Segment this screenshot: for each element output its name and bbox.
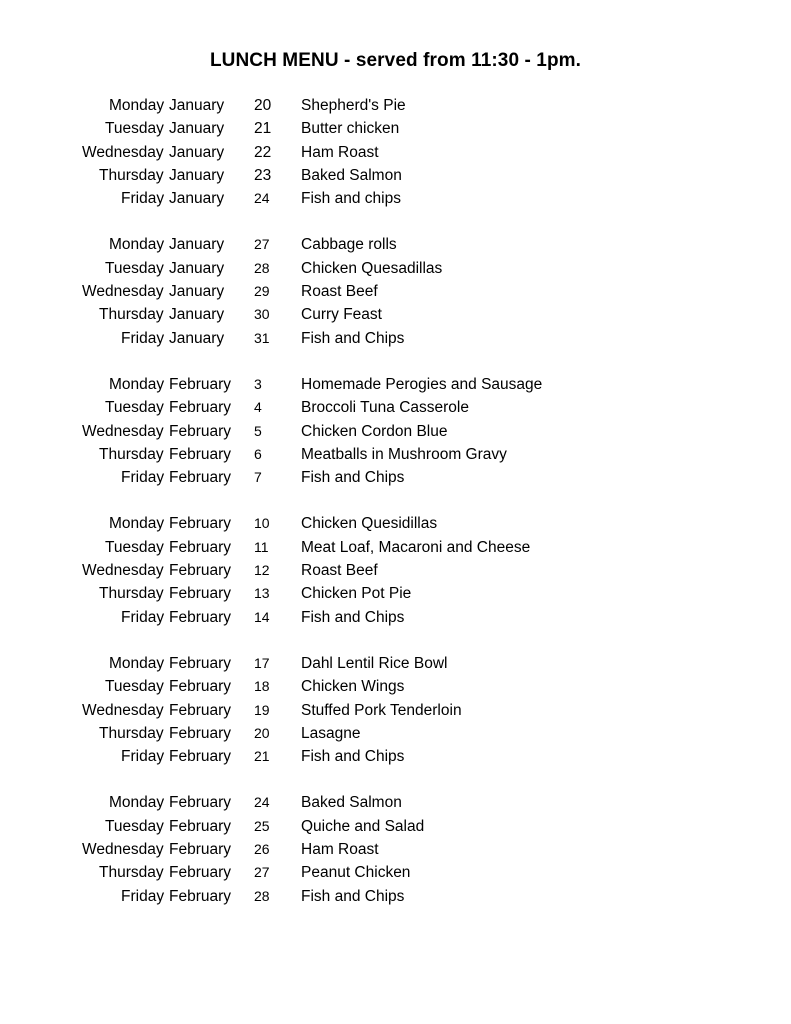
menu-day: Wednesday xyxy=(82,143,164,161)
menu-month: January xyxy=(169,97,225,114)
menu-day: Thursday xyxy=(99,445,164,463)
menu-date: 31 xyxy=(254,329,270,346)
menu-month: January xyxy=(169,143,225,161)
menu-row xyxy=(0,582,791,605)
menu-dish: Meat Loaf, Macaroni and Cheese xyxy=(301,538,531,556)
menu-day: Thursday xyxy=(99,724,164,742)
menu-date: 4 xyxy=(254,399,262,416)
menu-day: Friday xyxy=(121,887,165,905)
menu-dish: Baked Salmon xyxy=(301,794,402,812)
menu-month: January xyxy=(169,283,225,301)
menu-dish: Chicken Quesadillas xyxy=(301,259,443,277)
menu-month: February xyxy=(169,538,232,556)
menu-dish: Quiche and Salad xyxy=(301,817,425,835)
menu-row xyxy=(0,443,791,466)
menu-row xyxy=(0,722,791,745)
menu-dish: Roast Beef xyxy=(301,283,378,301)
menu-date: 13 xyxy=(254,585,270,602)
menu-dish: Dahl Lentil Rice Bowl xyxy=(301,654,448,672)
menu-day: Tuesday xyxy=(105,817,164,835)
menu-date: 27 xyxy=(254,236,270,253)
menu-month: January xyxy=(169,329,225,347)
menu-day: Friday xyxy=(121,329,165,347)
menu-month: February xyxy=(169,562,232,580)
menu-dish: Meatballs in Mushroom Gravy xyxy=(301,445,507,463)
menu-row xyxy=(0,303,791,326)
menu-day: Thursday xyxy=(99,864,164,882)
menu-day: Friday xyxy=(121,190,165,208)
menu-date: 6 xyxy=(254,445,262,462)
menu-row xyxy=(0,327,791,350)
menu-list xyxy=(0,94,791,931)
menu-dish: Broccoli Tuna Casserole xyxy=(301,399,469,417)
menu-month: January xyxy=(169,166,225,184)
menu-row xyxy=(0,94,791,117)
menu-row xyxy=(0,420,791,443)
menu-dish: Fish and chips xyxy=(301,190,401,208)
menu-row xyxy=(0,815,791,838)
menu-month: February xyxy=(169,794,232,812)
menu-dish: Fish and Chips xyxy=(301,748,405,766)
menu-month: February xyxy=(169,399,232,417)
menu-month: January xyxy=(169,190,225,208)
menu-dish: Cabbage rolls xyxy=(301,236,397,254)
menu-day: Thursday xyxy=(99,585,164,603)
menu-date: 21 xyxy=(254,120,272,138)
menu-day: Tuesday xyxy=(105,120,164,138)
menu-month: February xyxy=(169,841,232,859)
menu-month: February xyxy=(169,422,232,440)
menu-day: Monday xyxy=(109,97,165,114)
menu-row xyxy=(0,791,791,814)
menu-month: February xyxy=(169,585,232,603)
menu-dish: Shepherd's Pie xyxy=(301,97,406,114)
menu-row xyxy=(0,233,791,256)
menu-date: 25 xyxy=(254,817,270,834)
menu-week xyxy=(0,512,791,628)
menu-date: 27 xyxy=(254,864,270,881)
menu-date: 21 xyxy=(254,748,270,765)
menu-row xyxy=(0,885,791,908)
menu-dish: Ham Roast xyxy=(301,143,379,161)
menu-date: 7 xyxy=(254,469,262,486)
menu-day: Monday xyxy=(109,794,165,812)
menu-date: 23 xyxy=(254,166,272,184)
menu-month: February xyxy=(169,469,232,487)
menu-month: February xyxy=(169,724,232,742)
menu-row xyxy=(0,187,791,210)
menu-dish: Roast Beef xyxy=(301,562,378,580)
menu-row xyxy=(0,466,791,489)
menu-month: January xyxy=(169,120,225,138)
menu-dish: Fish and Chips xyxy=(301,469,405,487)
menu-dish: Chicken Pot Pie xyxy=(301,585,412,603)
menu-date: 20 xyxy=(254,97,272,114)
menu-month: February xyxy=(169,864,232,882)
menu-month: February xyxy=(169,817,232,835)
menu-day: Monday xyxy=(109,515,165,533)
menu-month: February xyxy=(169,515,232,533)
menu-day: Monday xyxy=(109,654,165,672)
menu-date: 22 xyxy=(254,143,272,161)
menu-dish: Homemade Perogies and Sausage xyxy=(301,375,543,393)
menu-row xyxy=(0,280,791,303)
menu-row xyxy=(0,164,791,187)
menu-row xyxy=(0,396,791,419)
menu-day: Tuesday xyxy=(105,538,164,556)
menu-day: Monday xyxy=(109,375,165,393)
menu-date: 30 xyxy=(254,306,270,323)
menu-day: Monday xyxy=(109,236,165,254)
menu-month: January xyxy=(169,306,225,324)
menu-date: 24 xyxy=(254,794,270,811)
menu-date: 19 xyxy=(254,701,270,718)
menu-row xyxy=(0,512,791,535)
menu-month: February xyxy=(169,887,232,905)
menu-row xyxy=(0,257,791,280)
menu-month: February xyxy=(169,654,232,672)
menu-dish: Fish and Chips xyxy=(301,608,405,626)
menu-day: Wednesday xyxy=(82,283,164,301)
menu-dish: Curry Feast xyxy=(301,306,382,324)
menu-dish: Butter chicken xyxy=(301,120,400,138)
menu-day: Wednesday xyxy=(82,422,164,440)
menu-date: 10 xyxy=(254,515,270,532)
menu-day: Wednesday xyxy=(82,562,164,580)
menu-row xyxy=(0,861,791,884)
menu-week xyxy=(0,94,791,210)
menu-date: 28 xyxy=(254,259,270,276)
menu-date: 18 xyxy=(254,678,270,695)
menu-dish: Chicken Quesidillas xyxy=(301,515,438,533)
menu-dish: Peanut Chicken xyxy=(301,864,411,882)
menu-day: Friday xyxy=(121,608,165,626)
menu-row xyxy=(0,745,791,768)
menu-day: Tuesday xyxy=(105,399,164,417)
menu-month: February xyxy=(169,375,232,393)
menu-date: 14 xyxy=(254,608,270,625)
menu-date: 20 xyxy=(254,724,270,741)
menu-dish: Chicken Wings xyxy=(301,678,405,696)
menu-month: February xyxy=(169,608,232,626)
menu-date: 24 xyxy=(254,190,270,207)
menu-dish: Lasagne xyxy=(301,724,361,742)
menu-day: Tuesday xyxy=(105,678,164,696)
menu-row xyxy=(0,652,791,675)
menu-row xyxy=(0,536,791,559)
menu-day: Tuesday xyxy=(105,259,164,277)
menu-date: 26 xyxy=(254,841,270,858)
menu-dish: Fish and Chips xyxy=(301,887,405,905)
menu-day: Friday xyxy=(121,748,165,766)
menu-month: February xyxy=(169,445,232,463)
page-title: LUNCH MENU - served from 11:30 - 1pm. xyxy=(209,50,582,71)
menu-dish: Fish and Chips xyxy=(301,329,405,347)
menu-row xyxy=(0,559,791,582)
menu-day: Thursday xyxy=(99,166,164,184)
menu-row xyxy=(0,675,791,698)
menu-row xyxy=(0,606,791,629)
menu-day: Friday xyxy=(121,469,165,487)
menu-dish: Ham Roast xyxy=(301,841,379,859)
menu-week xyxy=(0,791,791,907)
menu-day: Wednesday xyxy=(82,841,164,859)
menu-date: 29 xyxy=(254,283,270,300)
menu-week xyxy=(0,373,791,489)
menu-week xyxy=(0,233,791,349)
menu-date: 12 xyxy=(254,562,270,579)
menu-dish: Stuffed Pork Tenderloin xyxy=(301,701,462,719)
menu-month: February xyxy=(169,701,232,719)
menu-row xyxy=(0,117,791,140)
menu-date: 28 xyxy=(254,887,270,904)
menu-day: Wednesday xyxy=(82,701,164,719)
menu-row xyxy=(0,373,791,396)
menu-date: 5 xyxy=(254,422,262,439)
menu-week xyxy=(0,652,791,768)
menu-month: February xyxy=(169,678,232,696)
menu-dish: Chicken Cordon Blue xyxy=(301,422,448,440)
menu-date: 3 xyxy=(254,375,262,392)
menu-day: Thursday xyxy=(99,306,164,324)
menu-dish: Baked Salmon xyxy=(301,166,402,184)
menu-row xyxy=(0,141,791,164)
menu-date: 17 xyxy=(254,654,270,671)
menu-month: January xyxy=(169,236,225,254)
menu-row xyxy=(0,838,791,861)
menu-date: 11 xyxy=(254,538,269,555)
menu-row xyxy=(0,699,791,722)
menu-month: February xyxy=(169,748,232,766)
menu-month: January xyxy=(169,259,225,277)
